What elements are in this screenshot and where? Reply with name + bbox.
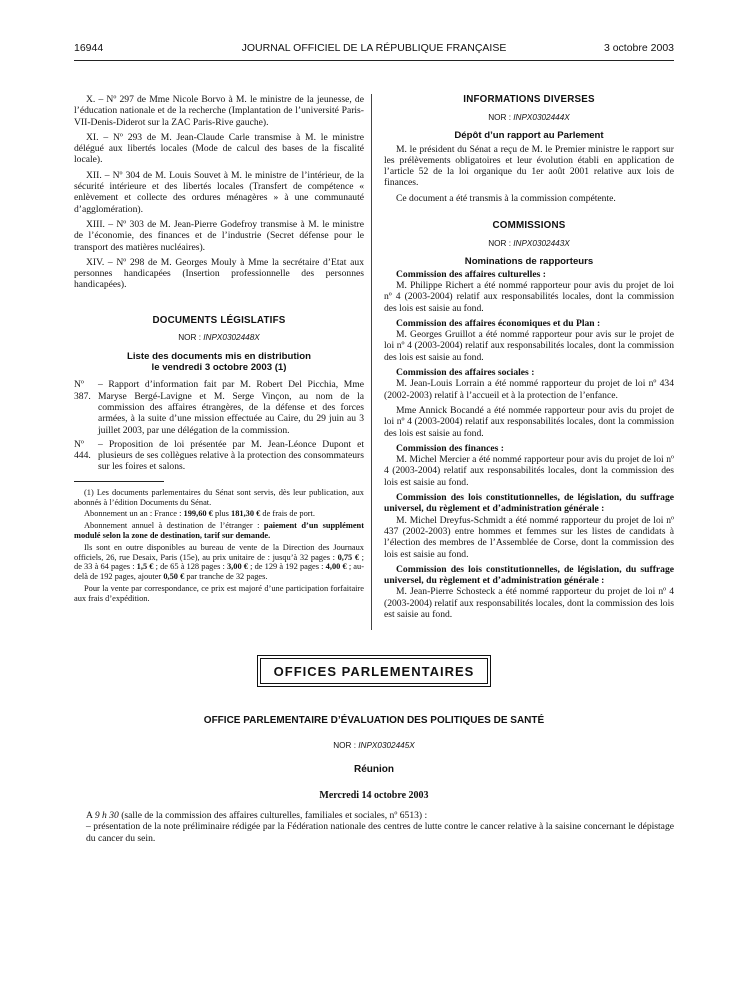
question-item: X. – Nº 297 de Mme Nicole Borvo à M. le ministre de la jeunesse, de l’éducation nationale et de la recherche (Implantation de l’université Paris-VII-Denis-Diderot sur la ZAC Paris-Rive gauche). [74,94,364,128]
reunion-title: Réunion [354,764,394,775]
header-rule [74,60,674,61]
agenda-line: A 9 h 30 (salle de la commission des affaires culturelles, familiales et sociales, nº 6513) : [86,810,428,821]
agenda-item: – présentation de la note préliminaire rédigée par la Fédération nationale des centres de lutte contre le cancer relative à la saisine concernant le dépistage du cancer du sein. [86,821,674,844]
commission-heading: Commission des lois constitutionnelles, de législation, du suffrage universel, du règlement et d’administration générale : [384,492,674,515]
nor-reference: NOR : INPX0302448X [178,333,260,343]
commission-paragraph: M. Jean-Louis Lorrain a été nommé rapporteur du projet de loi nº 434 (2002-2003) relatif à l’accueil et à la protection de l’enfance. [384,378,674,401]
right-column [384,94,674,624]
nor-code: INPX0302443X [513,239,570,249]
nominations-title: Nominations de rapporteurs [464,255,594,267]
depot-paragraph: Ce document a été transmis à la commission compétente. [396,192,616,204]
nor-code: INPX0302444X [513,113,570,123]
commission-heading: Commission des affaires sociales : [396,367,535,379]
nor-reference: NOR : INPX0302443X [488,239,570,249]
footnote-rule [74,481,164,482]
reunion-date: Mercredi 14 octobre 2003 [319,790,429,801]
page-header [74,42,674,58]
commission-heading: Commission des affaires économiques et du Plan : [396,317,601,329]
office-nor: NOR : INPX0302445X [333,741,415,750]
depot-title: Dépôt d’un rapport au Parlement [454,129,604,141]
nor-code: INPX0302445X [358,741,415,750]
left-column [74,94,364,605]
page-number: 16944 [74,42,104,54]
journal-title: JOURNAL OFFICIEL DE LA RÉPUBLIQUE FRANÇAISE [241,42,507,54]
commission-paragraph: M. Michel Mercier a été nommé rapporteur pour avis du projet de loi nº 4 (2003-2004) relatif aux responsabilités locales, dont la commission des lois est saisie au fond. [384,454,674,488]
commission-paragraph: M. Georges Gruillot a été nommé rapporteur pour avis sur le projet de loi nº 4 (2003-2004) relatif aux responsabilités locales, dont la commission des lois est saisie au fond. [384,329,674,363]
section-title-info: INFORMATIONS DIVERSES [463,94,595,105]
list-title-date: le vendredi 3 octobre 2003 (1) [151,362,287,374]
commission-paragraph: M. Michel Dreyfus-Schmidt a été nommé rapporteur du projet de loi nº 437 (2002-2003) entre hommes et femmes sur les listes de candidats à l’élection des membres de l’Assemblée de Corse, dont la commission des lois est saisie au fond. [384,514,674,560]
reunion-agenda [74,810,674,844]
commission-paragraph: Mme Annick Bocandé a été nommée rapporteur pour avis du projet de loi nº 4 (2003-2004) relatif aux responsabilités locales, dont la commission des lois est saisie au fond. [384,404,674,439]
document-entry: Nº 444. – Proposition de loi présentée par M. Jean-Léonce Dupont et plusieurs de ses collègues relative à la protection des consommateurs sur les foires et salons. [74,438,364,473]
column-divider [371,94,372,630]
question-item: XI. – Nº 293 de M. Jean-Claude Carle transmise à M. le ministre délégué aux libertés locales (Mode de calcul des bases de la fiscalité locale). [74,131,364,166]
commission-paragraph: M. Jean-Pierre Schosteck a été nommé rapporteur du projet de loi nº 4 (2003-2004) relatif aux responsabilités locales, dont la commission des lois est saisie au fond. [384,586,674,620]
commission-paragraph: M. Philippe Richert a été nommé rapporteur pour avis du projet de loi nº 4 (2003-2004) relatif aux responsabilités locales, dont la commission des lois est saisie au fond. [384,279,674,314]
footnote-subscription: Abonnement un an : France : 199,60 € plus 181,30 € de frais de port. [84,509,315,519]
document-entry: Nº 387. – Rapport d’information fait par M. Robert Del Picchia, Mme Maryse Bergé-Lavigne et M. Serge Vinçon, au nom de la commission des affaires étrangères, de la défense et des forces armées, à la suite d’une mission effectuée au Caire, du 29 juin au 3 juillet 2003, par une délégation de la commission. [74,379,364,436]
commission-heading: Commission des lois constitutionnelles, de législation, du suffrage universel, du règlement et d’administration générale : [384,563,674,587]
nor-reference: NOR : INPX0302444X [488,113,570,123]
section-title-commissions: COMMISSIONS [492,220,566,232]
question-item: XII. – Nº 304 de M. Louis Souvet à M. le ministre de l’intérieur, de la sécurité intérieure et des libertés locales (Transfert de compétence « enlèvement et collecte des ordures ménagères » à une communauté d’agglomération). [74,169,364,215]
footnote-prices: Ils sont en outre disponibles au bureau de vente de la Direction des Journaux officiels, 26, rue Desaix, Paris (15e), au prix unitaire de : jusqu’à 32 pages : 0,75 € ; de 33 à 64 pages : 1,5 € ; de 65 à 128 pages : 3,00 € ; de 129 à 192 pages : 4,00 € ; au-delà de 192 pages, ajouter 0,50 € par tranche de 32 pages. [74,542,365,582]
commission-heading: Commission des finances : [396,442,504,454]
offices-box [257,655,491,687]
issue-date: 3 octobre 2003 [603,42,674,54]
office-title: OFFICE PARLEMENTAIRE D’ÉVALUATION DES POLITIQUES DE SANTÉ [203,715,545,726]
nor-code: INPX0302448X [203,333,260,343]
section-title-documents: DOCUMENTS LÉGISLATIFS [152,314,286,326]
footnote: (1) Les documents parlementaires du Sénat sont servis, dès leur publication, aux abonnés à l’édition Documents du Sénat. [74,487,364,507]
offices-box-title: OFFICES PARLEMENTAIRES [260,658,488,684]
list-title: Liste des documents mis en distribution [127,351,311,363]
question-item: XIV. – Nº 298 de M. Georges Mouly à Mme la secrétaire d’Etat aux personnes handicapées (Insertion professionnelle des personnes handicapées). [74,256,364,291]
footnote-mail: Pour la vente par correspondance, ce prix est majoré d’une participation forfaitaire aux frais d’expédition. [74,583,364,603]
question-item: XIII. – Nº 303 de M. Jean-Pierre Godefroy transmise à M. le ministre de l’économie, des finances et de l’industrie (Secret défense pour le transport des matières nucléaires). [74,218,364,253]
commission-heading: Commission des affaires culturelles : [396,268,546,280]
depot-paragraph: M. le président du Sénat a reçu de M. le Premier ministre le rapport sur les prélèvements obligatoires et leur évolution établi en application de l’article 52 de la loi organique du 1er août 2001 relative aux lois de finances. [384,143,674,189]
footnote-foreign: Abonnement annuel à destination de l’étranger : paiement d’un supplément modulé selon la zone de destination, tarif sur demande. [74,521,364,540]
